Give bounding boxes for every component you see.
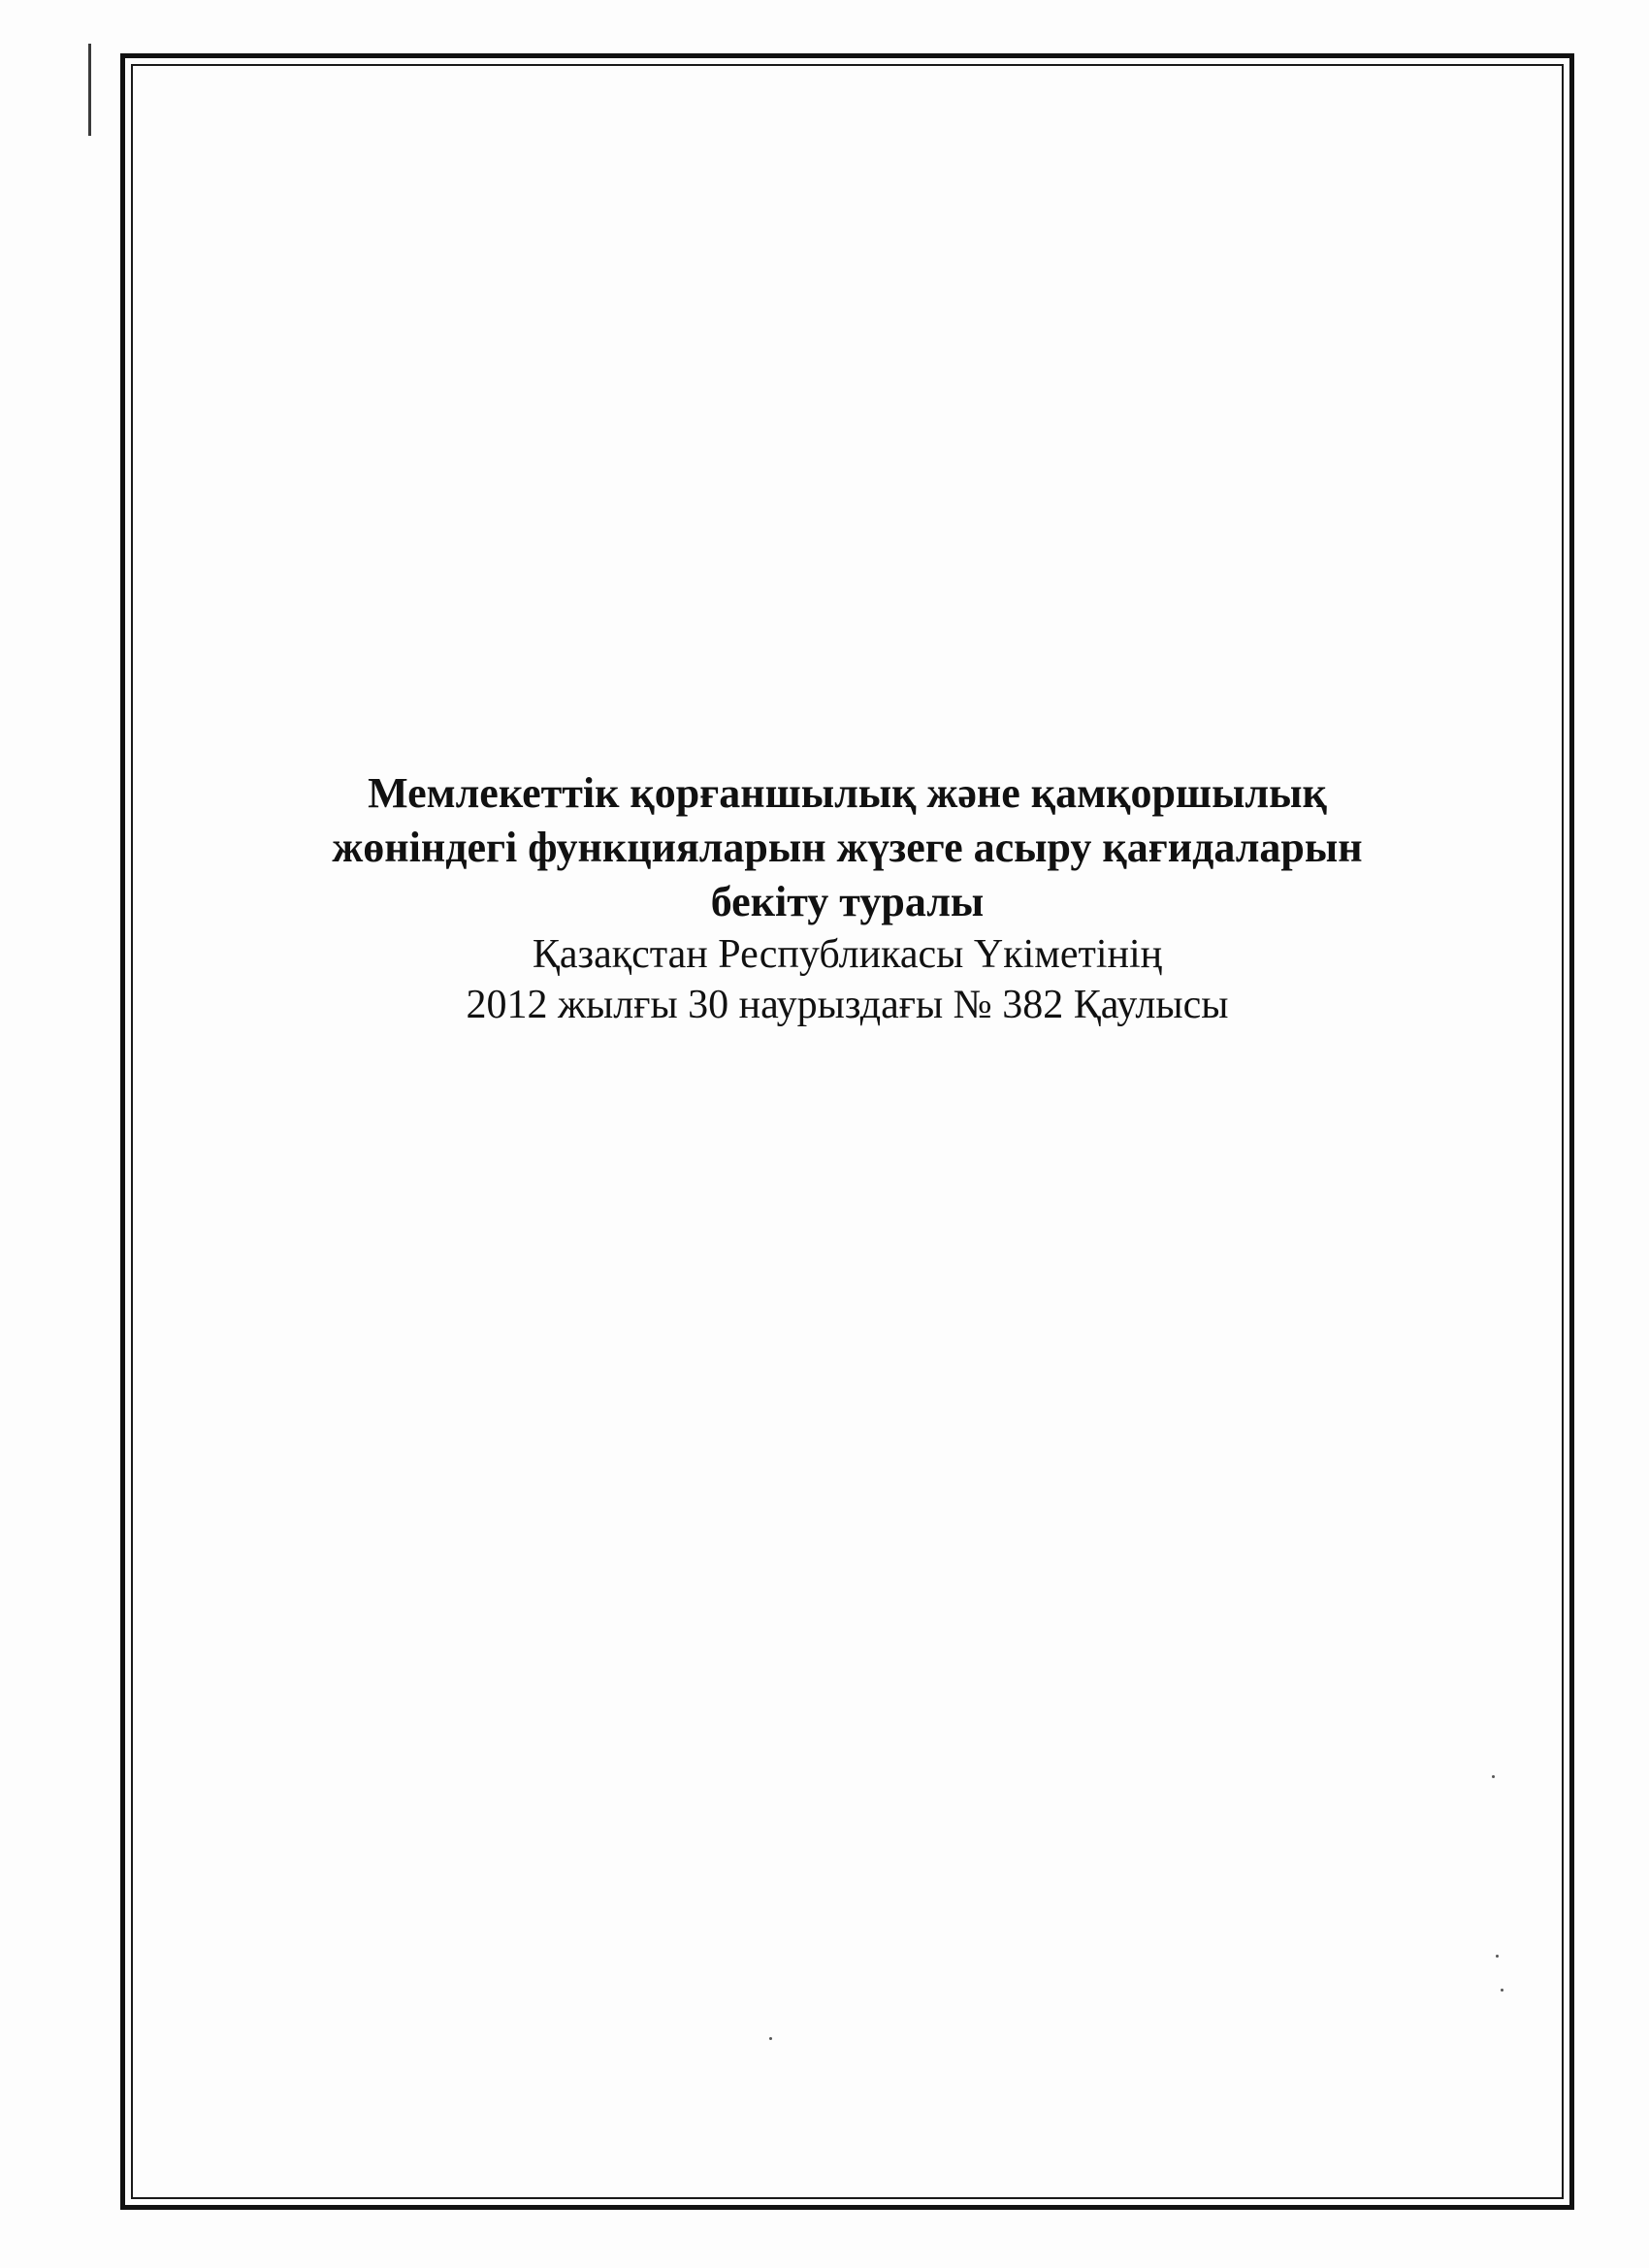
- document-heading: [136, 766, 1559, 1030]
- scan-speck: [1492, 1775, 1495, 1778]
- binding-mark: [88, 44, 91, 136]
- page-border-inner: [131, 64, 1564, 2199]
- scan-speck: [1501, 1989, 1504, 1992]
- scan-speck: [769, 2037, 772, 2040]
- scan-speck: [1496, 1955, 1499, 1958]
- title-line-2: жөніндегі функцияларын жүзеге асыру қағидаларын: [332, 824, 1363, 871]
- decree-date-line: 2012 жылғы 30 наурыздағы № 382 Қаулысы: [466, 983, 1229, 1027]
- title-line-1: Мемлекеттік қорғаншылық және қамқоршылық: [368, 769, 1327, 817]
- issuer-line: Қазақстан Республикасы Үкіметінің: [532, 932, 1163, 977]
- title-line-3: бекіту туралы: [710, 878, 985, 925]
